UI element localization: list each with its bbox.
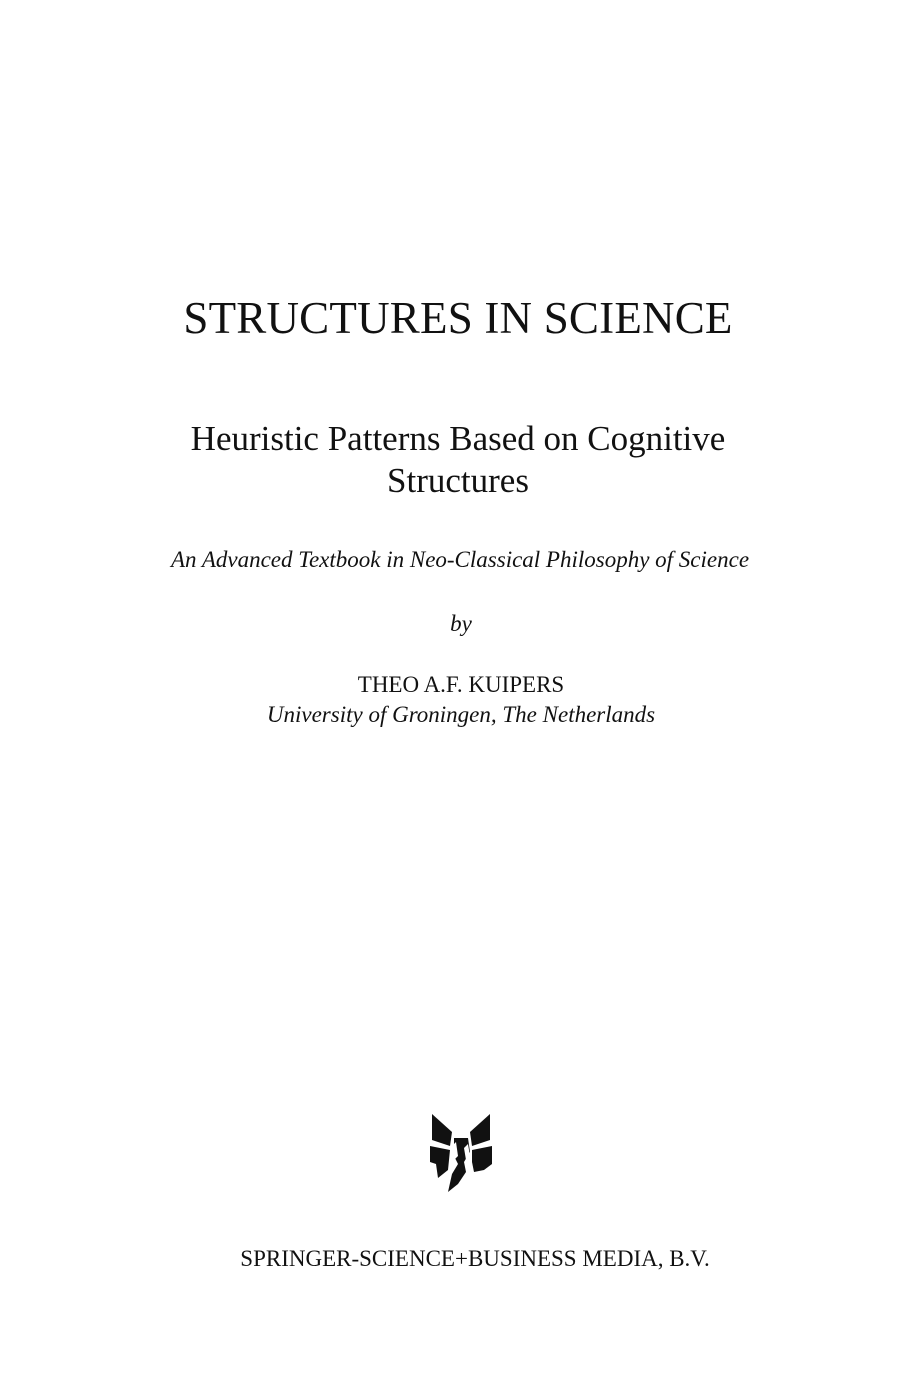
series-line: An Advanced Textbook in Neo-Classical Philosophy of Science — [170, 547, 750, 572]
book-subtitle-line-2: Structures — [387, 461, 529, 500]
book-subtitle-line-1: Heuristic Patterns Based on Cognitive — [190, 419, 726, 458]
book-title: STRUCTURES IN SCIENCE — [183, 293, 733, 343]
author-name: THEO A.F. KUIPERS — [357, 672, 565, 697]
publisher-name: SPRINGER-SCIENCE+BUSINESS MEDIA, B.V. — [240, 1246, 710, 1271]
springer-knight-logo-icon — [428, 1112, 494, 1194]
by-line: by — [450, 611, 472, 636]
author-affiliation: University of Groningen, The Netherlands — [266, 702, 656, 727]
